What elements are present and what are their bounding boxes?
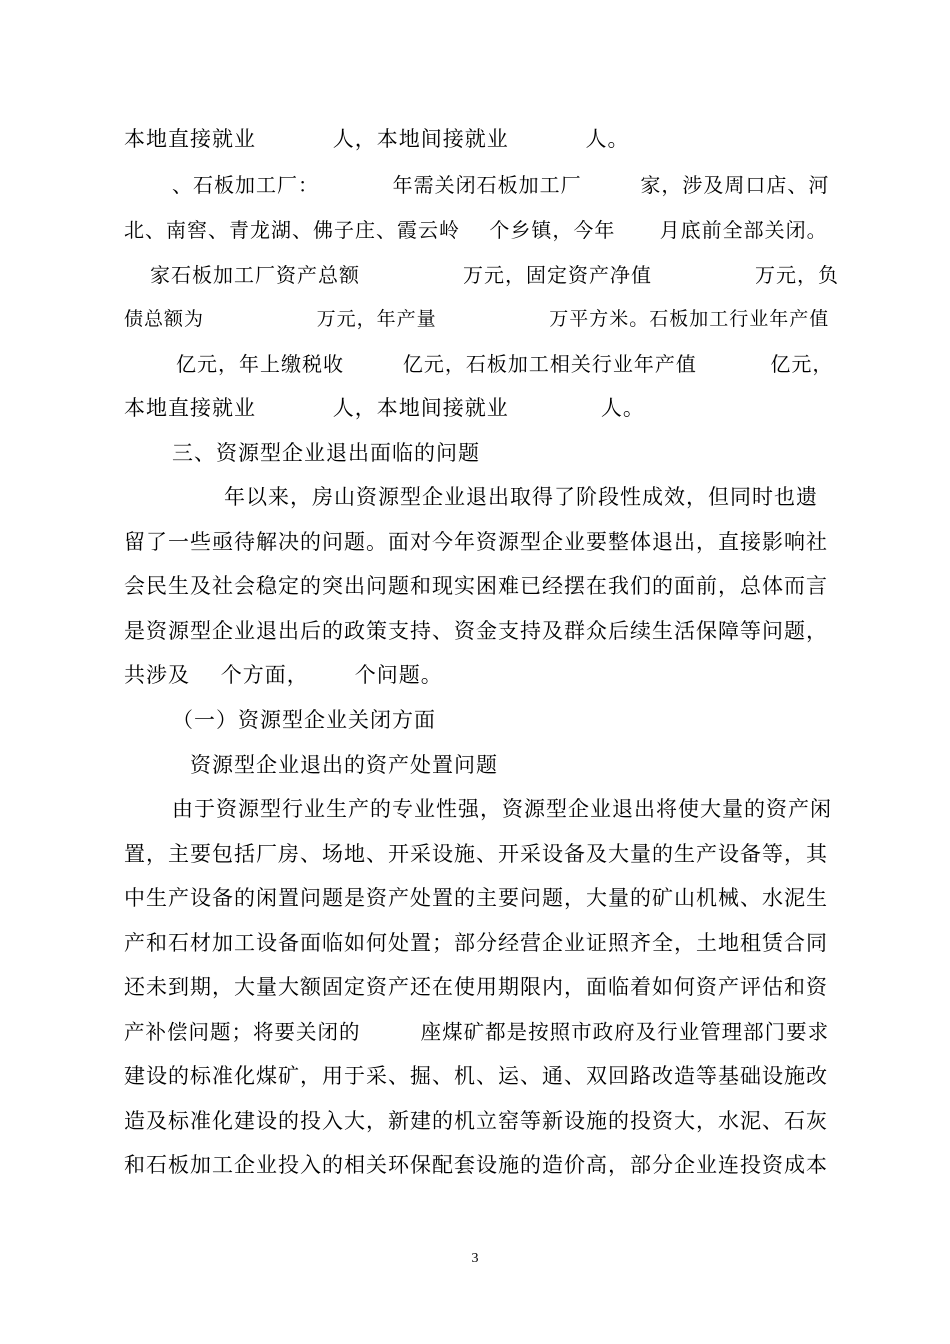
text-line-10: 留了一些亟待解决的问题。面对今年资源型企业要整体退出，直接影响社 bbox=[124, 530, 828, 554]
text-line-3: 北、南窖、青龙湖、佛子庄、霞云岭 个乡镇，今年 月底前全部关闭。 bbox=[124, 218, 828, 242]
page-number: 3 bbox=[471, 1251, 479, 1266]
text-line-5: 债总额为 万元，年产量 万平方米。石板加工行业年产值 bbox=[124, 308, 830, 330]
text-line-9: 年以来，房山资源型企业退出取得了阶段性成效，但同时也遗 bbox=[224, 485, 818, 509]
text-line-7: 本地直接就业 人，本地间接就业 人。 bbox=[124, 396, 645, 420]
item-heading: 资源型企业退出的资产处置问题 bbox=[190, 753, 498, 777]
text-line-18: 中生产设备的闲置问题是资产处置的主要问题，大量的矿山机械、水泥生 bbox=[124, 886, 828, 910]
text-line-21: 产补偿问题；将要关闭的 座煤矿都是按照市政府及行业管理部门要求 bbox=[124, 1020, 830, 1044]
text-line-13: 共涉及 个方面， 个问题。 bbox=[124, 663, 443, 687]
text-line-16: 由于资源型行业生产的专业性强，资源型企业退出将使大量的资产闲 bbox=[172, 797, 832, 821]
text-line-6: 亿元，年上缴税收 亿元，石板加工相关行业年产值 亿元， bbox=[176, 352, 834, 376]
text-line-23: 造及标准化建设的投入大，新建的机立窑等新设施的投资大，水泥、石灰 bbox=[124, 1109, 828, 1133]
text-line-11: 会民生及社会稳定的突出问题和现实困难已经摆在我们的面前，总体而言 bbox=[124, 574, 828, 598]
text-line-12: 是资源型企业退出后的政策支持、资金支持及群众后续生活保障等问题， bbox=[124, 619, 828, 643]
subsection-heading: （一）资源型企业关闭方面 bbox=[172, 708, 436, 732]
text-line-4: 家石板加工厂资产总额 万元，固定资产净值 万元，负 bbox=[150, 263, 840, 287]
text-line-17: 置，主要包括厂房、场地、开采设施、开采设备及大量的生产设备等，其 bbox=[124, 842, 828, 866]
text-line-24: 和石板加工企业投入的相关环保配套设施的造价高，部分企业连投资成本 bbox=[124, 1153, 828, 1177]
text-line-20: 还未到期，大量大额固定资产还在使用期限内，面临着如何资产评估和资 bbox=[124, 975, 828, 999]
section-heading: 三、资源型企业退出面临的问题 bbox=[172, 441, 480, 465]
text-line-1: 本地直接就业 人，本地间接就业 人。 bbox=[124, 127, 630, 151]
text-line-2: 、石板加工厂： 年需关闭石板加工厂 家，涉及周口店、河 bbox=[172, 173, 830, 197]
text-line-19: 产和石材加工设备面临如何处置；部分经营企业证照齐全，土地租赁合同 bbox=[124, 931, 828, 955]
text-line-22: 建设的标准化煤矿，用于采、掘、机、运、通、双回路改造等基础设施改 bbox=[124, 1064, 828, 1088]
